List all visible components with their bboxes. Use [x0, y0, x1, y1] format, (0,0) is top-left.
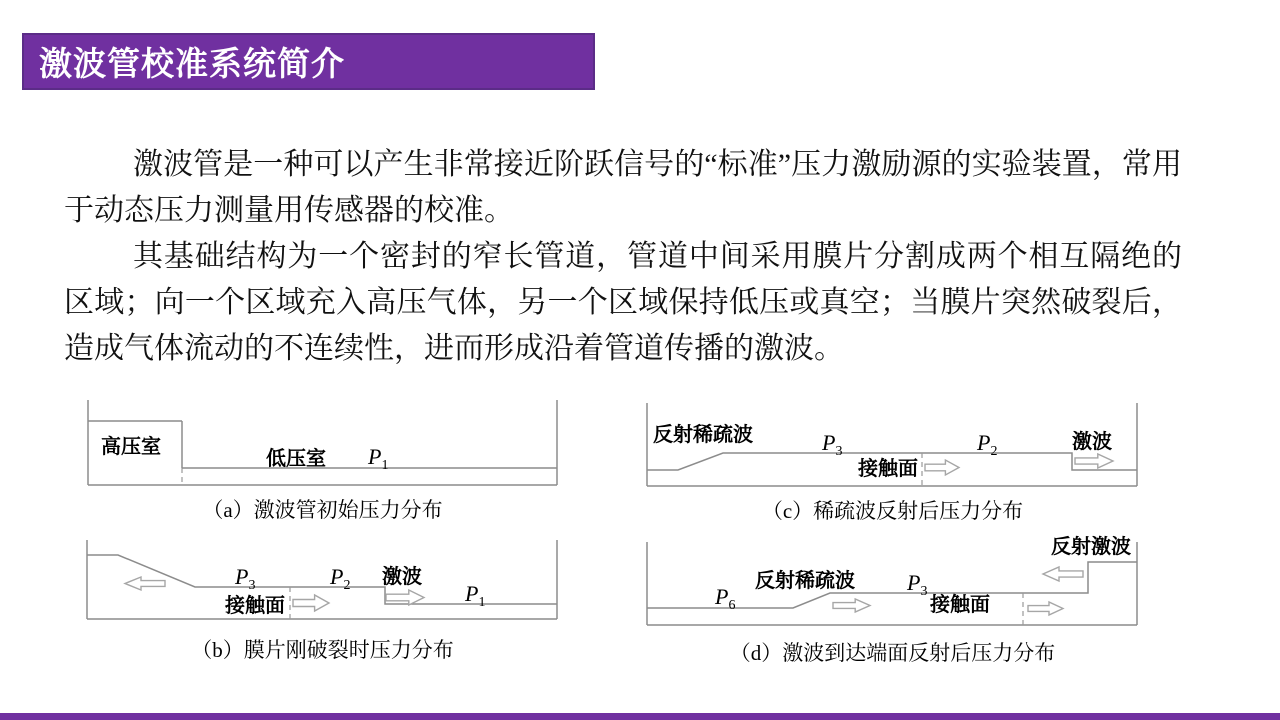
diagram-a-svg — [85, 398, 560, 490]
reflected-shock-label: 反射激波 — [1051, 536, 1131, 558]
p1-label: P1 — [368, 444, 389, 473]
diagram-b-svg — [85, 538, 560, 622]
diagram-d — [645, 528, 1140, 628]
shock-label: 激波 — [382, 566, 422, 588]
bottom-accent-bar — [0, 713, 1280, 720]
contact-right-arrow-icon — [293, 595, 329, 611]
contact-surface-label: 接触面 — [858, 458, 918, 480]
p3-label: P3 — [235, 564, 256, 593]
shock-right-arrow-icon — [1075, 454, 1113, 468]
p2-label: P2 — [330, 564, 351, 593]
body-text-block — [64, 142, 1182, 372]
pressure-profile-line — [87, 555, 557, 604]
paragraph-2: 其基础结构为一个密封的窄长管道，管道中间采用膜片分割成两个相互隔绝的区域；向一个区域充入高压气体，另一个区域保持低压或真空；当膜片突然破裂后，造成气体流动的不连续性，进而形成沿着管道传播的激波。 — [64, 240, 1182, 365]
reflected-rarefaction-label: 反射稀疏波 — [653, 424, 753, 446]
contact-surface-label: 接触面 — [930, 594, 990, 616]
diagram-c-svg — [645, 400, 1140, 490]
page-title: 激波管校准系统简介 — [39, 45, 345, 82]
reflected-shock-left-arrow-icon — [1043, 567, 1083, 581]
diagram-a — [85, 398, 560, 490]
caption-d: （d）激波到达端面反射后压力分布 — [729, 641, 1056, 665]
caption-b: （b）膜片刚破裂时压力分布 — [191, 638, 454, 662]
caption-c: （c）稀疏波反射后压力分布 — [761, 499, 1024, 523]
p2-label: P2 — [977, 430, 998, 459]
reflected-rarefaction-label: 反射稀疏波 — [755, 570, 855, 592]
p3-label: P3 — [907, 570, 928, 599]
contact-right-arrow-icon — [925, 460, 959, 475]
rarefaction-right-arrow-icon — [833, 599, 870, 612]
contact-surface-label: 接触面 — [225, 595, 285, 617]
p3-label: P3 — [822, 430, 843, 459]
p1-label: P1 — [465, 581, 486, 610]
shock-right-arrow-icon — [386, 590, 424, 605]
paragraph-1: 激波管是一种可以产生非常接近阶跃信号的“标准”压力激励源的实验装置，常用于动态压力测量用传感器的校准。 — [64, 148, 1182, 227]
p6-label: P6 — [715, 584, 736, 613]
title-banner — [22, 33, 595, 90]
shock-label: 激波 — [1072, 431, 1112, 453]
high-chamber-label: 高压室 — [101, 436, 161, 458]
low-chamber-label: 低压室 — [266, 448, 326, 470]
diagram-d-svg — [645, 528, 1140, 628]
contact-right-arrow-icon — [1028, 602, 1063, 615]
diagram-c — [645, 400, 1140, 490]
diagram-b — [85, 538, 560, 622]
left-arrow-icon — [125, 577, 165, 590]
caption-a: （a）激波管初始压力分布 — [202, 498, 443, 522]
